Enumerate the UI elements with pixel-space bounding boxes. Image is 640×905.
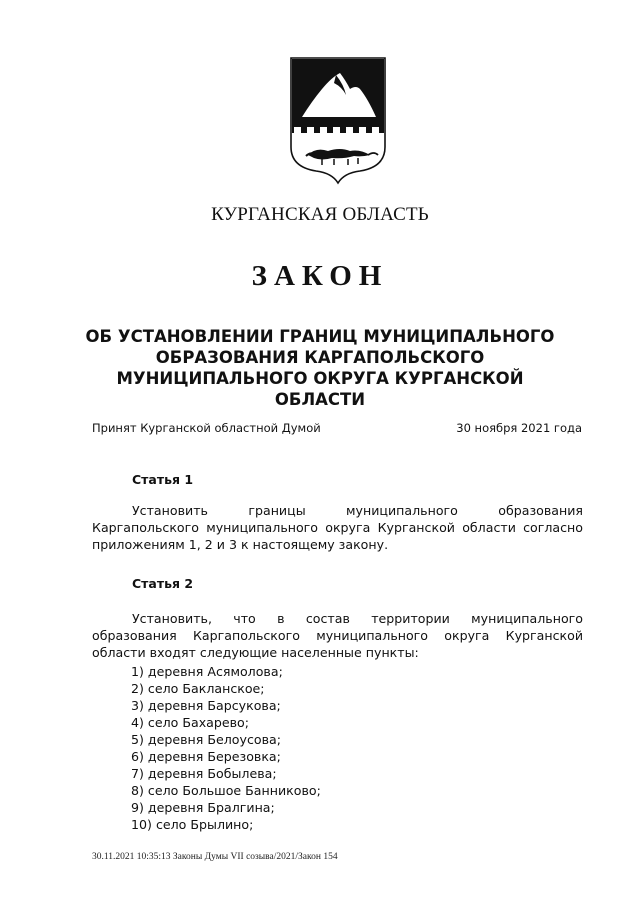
- document-footer: 30.11.2021 10:35:13 Законы Думы VII созыва/2021/Закон 154: [92, 852, 338, 862]
- adopted-by: Принят Курганской областной Думой: [92, 421, 321, 435]
- article-1-text: Установить границы муниципального образования Каргапольского муниципального округа Курганской области согласно приложениям 1, 2 и 3 к настоящему закону.: [92, 503, 583, 552]
- list-item: 5) деревня Белоусова;: [131, 732, 281, 747]
- coat-of-arms-icon: [288, 55, 388, 185]
- settlements-list: [131, 663, 321, 833]
- law-title: ОБ УСТАНОВЛЕНИИ ГРАНИЦ МУНИЦИПАЛЬНОГО ОБРАЗОВАНИЯ КАРГАПОЛЬСКОГО МУНИЦИПАЛЬНОГО ОКРУГА КУРГАНСКОЙ ОБЛАСТИ: [85, 327, 555, 409]
- list-item: 9) деревня Бралгина;: [131, 800, 275, 815]
- list-item: 7) деревня Бобылева;: [131, 766, 277, 781]
- list-item: 10) село Брылино;: [131, 817, 254, 832]
- list-item: 4) село Бахарево;: [131, 715, 249, 730]
- list-item: 1) деревня Асямолова;: [131, 664, 283, 679]
- article-2-heading: Статья 2: [132, 576, 194, 591]
- region-name: КУРГАНСКАЯ ОБЛАСТЬ: [211, 204, 429, 225]
- list-item: 8) село Большое Банниково;: [131, 783, 321, 798]
- list-item: 3) деревня Барсукова;: [131, 698, 281, 713]
- article-1-heading: Статья 1: [132, 472, 194, 487]
- list-item: 6) деревня Березовка;: [131, 749, 281, 764]
- article-2-text: Установить, что в состав территории муниципального образования Каргапольского муниципального округа Курганской области входят следующие населенные пункты:: [92, 611, 583, 660]
- adoption-date: 30 ноября 2021 года: [456, 421, 582, 435]
- document-type: ЗАКОН: [251, 260, 389, 292]
- list-item: 2) село Бакланское;: [131, 681, 265, 696]
